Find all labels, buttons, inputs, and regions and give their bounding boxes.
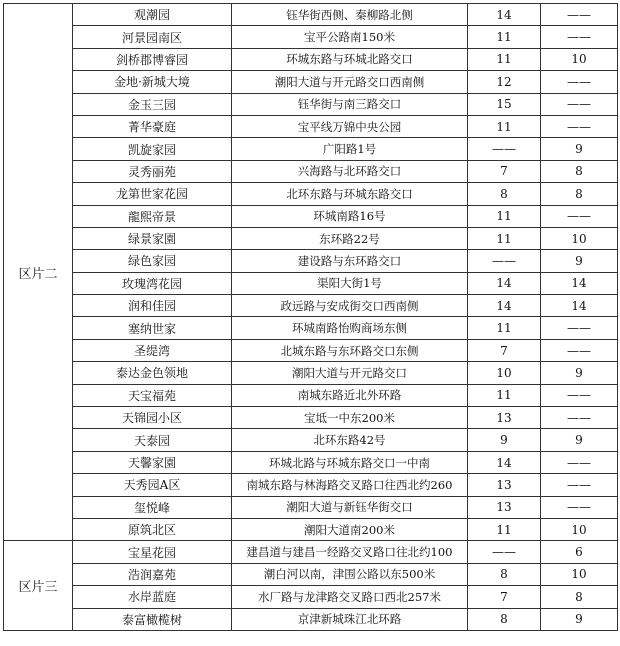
community-name-cell: 泰达金色领地 <box>73 362 232 384</box>
address-cell: 潮白河以南，津围公路以东500米 <box>232 563 468 585</box>
community-name-cell: 天锦园小区 <box>73 407 232 429</box>
value-a-cell: 11 <box>468 205 541 227</box>
value-a-cell: —— <box>468 250 541 272</box>
community-name-cell: 凯旋家园 <box>73 138 232 160</box>
table-row <box>4 227 618 249</box>
value-b-cell: 9 <box>541 250 618 272</box>
community-name-cell: 玺悦峰 <box>73 496 232 518</box>
table-row <box>4 518 618 540</box>
community-name-cell: 绿色家园 <box>73 250 232 272</box>
table-row <box>4 205 618 227</box>
community-name-cell: 玫瑰湾花园 <box>73 272 232 294</box>
value-b-cell: —— <box>541 115 618 137</box>
table-row <box>4 272 618 294</box>
value-a-cell: 14 <box>468 295 541 317</box>
community-name-cell: 观潮园 <box>73 4 232 26</box>
zone-label: 区片二 <box>4 4 73 541</box>
value-b-cell: —— <box>541 71 618 93</box>
table-row <box>4 474 618 496</box>
zone-label: 区片三 <box>4 541 73 631</box>
value-a-cell: 7 <box>468 160 541 182</box>
value-b-cell: 14 <box>541 295 618 317</box>
table-row <box>4 608 618 630</box>
address-cell: 潮阳大道南200米 <box>232 518 468 540</box>
value-b-cell: 6 <box>541 541 618 563</box>
community-name-cell: 宝星花园 <box>73 541 232 563</box>
address-cell: 兴海路与北环路交口 <box>232 160 468 182</box>
address-cell: 建昌道与建昌一经路交叉路口往北约100 <box>232 541 468 563</box>
value-a-cell: 14 <box>468 272 541 294</box>
community-name-cell: 龍熙帝景 <box>73 205 232 227</box>
value-a-cell: 8 <box>468 563 541 585</box>
table-row <box>4 71 618 93</box>
value-a-cell: 7 <box>468 586 541 608</box>
address-cell: 潮阳大道与开元路交口 <box>232 362 468 384</box>
table-row <box>4 496 618 518</box>
value-b-cell: —— <box>541 26 618 48</box>
table-body <box>4 4 618 631</box>
community-name-cell: 原筑北区 <box>73 518 232 540</box>
value-a-cell: 8 <box>468 183 541 205</box>
value-a-cell: 11 <box>468 48 541 70</box>
table-row <box>4 160 618 182</box>
table-row <box>4 295 618 317</box>
table-row <box>4 586 618 608</box>
community-name-cell: 浩润嘉苑 <box>73 563 232 585</box>
community-name-cell: 天宝福苑 <box>73 384 232 406</box>
value-b-cell: 10 <box>541 227 618 249</box>
value-a-cell: 13 <box>468 496 541 518</box>
value-b-cell: 8 <box>541 183 618 205</box>
value-a-cell: 10 <box>468 362 541 384</box>
value-a-cell: 14 <box>468 451 541 473</box>
value-a-cell: 11 <box>468 384 541 406</box>
value-a-cell: 15 <box>468 93 541 115</box>
address-cell: 北环东路42号 <box>232 429 468 451</box>
value-b-cell: 9 <box>541 138 618 160</box>
value-b-cell: —— <box>541 407 618 429</box>
community-name-cell: 泰富橄榄树 <box>73 608 232 630</box>
table-row <box>4 183 618 205</box>
value-a-cell: 11 <box>468 317 541 339</box>
value-a-cell: —— <box>468 138 541 160</box>
address-cell: 渠阳大街1号 <box>232 272 468 294</box>
address-cell: 宝坻一中东200米 <box>232 407 468 429</box>
value-b-cell: 9 <box>541 362 618 384</box>
table-row <box>4 362 618 384</box>
value-a-cell: 9 <box>468 429 541 451</box>
community-name-cell: 天秀园A区 <box>73 474 232 496</box>
community-name-cell: 金地·新城大境 <box>73 71 232 93</box>
address-cell: 广阳路1号 <box>232 138 468 160</box>
address-cell: 政远路与安成街交口西南侧 <box>232 295 468 317</box>
value-a-cell: 8 <box>468 608 541 630</box>
table-row <box>4 451 618 473</box>
value-a-cell: 13 <box>468 407 541 429</box>
value-a-cell: 14 <box>468 4 541 26</box>
community-name-cell: 菁华豪庭 <box>73 115 232 137</box>
table-row <box>4 429 618 451</box>
address-cell: 北环东路与环城东路交口 <box>232 183 468 205</box>
address-cell: 京津新城珠江北环路 <box>232 608 468 630</box>
value-b-cell: —— <box>541 474 618 496</box>
community-name-cell: 龙第世家花园 <box>73 183 232 205</box>
value-b-cell: —— <box>541 339 618 361</box>
address-cell: 环城南路16号 <box>232 205 468 227</box>
address-cell: 环城北路与环城东路交口一中南 <box>232 451 468 473</box>
table-row <box>4 93 618 115</box>
value-b-cell: —— <box>541 93 618 115</box>
community-name-cell: 天馨家園 <box>73 451 232 473</box>
community-name-cell: 润和佳园 <box>73 295 232 317</box>
table-row <box>4 541 618 563</box>
address-cell: 环城东路与环城北路交口 <box>232 48 468 70</box>
value-b-cell: —— <box>541 384 618 406</box>
community-name-cell: 塞纳世家 <box>73 317 232 339</box>
community-name-cell: 天泰园 <box>73 429 232 451</box>
value-a-cell: 7 <box>468 339 541 361</box>
table-row <box>4 26 618 48</box>
table-row <box>4 48 618 70</box>
value-b-cell: 10 <box>541 563 618 585</box>
address-cell: 南城东路近北外环路 <box>232 384 468 406</box>
value-b-cell: —— <box>541 205 618 227</box>
table-row <box>4 115 618 137</box>
address-cell: 钰华街与南三路交口 <box>232 93 468 115</box>
address-cell: 宝平线万锦中央公园 <box>232 115 468 137</box>
value-a-cell: 11 <box>468 518 541 540</box>
community-name-cell: 河景园南区 <box>73 26 232 48</box>
value-b-cell: —— <box>541 496 618 518</box>
value-b-cell: —— <box>541 317 618 339</box>
community-name-cell: 剑桥郡博睿园 <box>73 48 232 70</box>
address-cell: 环城南路怡购商场东侧 <box>232 317 468 339</box>
value-b-cell: 9 <box>541 429 618 451</box>
community-name-cell: 绿景家園 <box>73 227 232 249</box>
table-row <box>4 384 618 406</box>
address-cell: 潮阳大道与开元路交口西南侧 <box>232 71 468 93</box>
value-b-cell: 8 <box>541 586 618 608</box>
value-b-cell: 14 <box>541 272 618 294</box>
value-a-cell: 11 <box>468 115 541 137</box>
table-row <box>4 339 618 361</box>
address-cell: 潮阳大道与新钰华街交口 <box>232 496 468 518</box>
community-table <box>3 3 618 631</box>
address-cell: 钰华街西侧、秦柳路北侧 <box>232 4 468 26</box>
value-a-cell: 11 <box>468 26 541 48</box>
table-row <box>4 138 618 160</box>
address-cell: 东环路22号 <box>232 227 468 249</box>
community-name-cell: 圣缇湾 <box>73 339 232 361</box>
table-row <box>4 317 618 339</box>
address-cell: 北城东路与东环路交口东侧 <box>232 339 468 361</box>
address-cell: 水厂路与龙津路交叉路口西北257米 <box>232 586 468 608</box>
value-a-cell: 12 <box>468 71 541 93</box>
value-a-cell: —— <box>468 541 541 563</box>
address-cell: 建设路与东环路交口 <box>232 250 468 272</box>
value-b-cell: 9 <box>541 608 618 630</box>
table-row <box>4 250 618 272</box>
address-cell: 南城东路与林海路交叉路口往西北约260 <box>232 474 468 496</box>
value-b-cell: 10 <box>541 48 618 70</box>
value-b-cell: 10 <box>541 518 618 540</box>
value-b-cell: —— <box>541 4 618 26</box>
value-b-cell: 8 <box>541 160 618 182</box>
table-row <box>4 4 618 26</box>
community-name-cell: 水岸蓝庭 <box>73 586 232 608</box>
value-a-cell: 13 <box>468 474 541 496</box>
community-name-cell: 灵秀丽苑 <box>73 160 232 182</box>
table-row <box>4 563 618 585</box>
value-b-cell: —— <box>541 451 618 473</box>
value-a-cell: 11 <box>468 227 541 249</box>
community-name-cell: 金玉三园 <box>73 93 232 115</box>
table-row <box>4 407 618 429</box>
address-cell: 宝平公路南150米 <box>232 26 468 48</box>
